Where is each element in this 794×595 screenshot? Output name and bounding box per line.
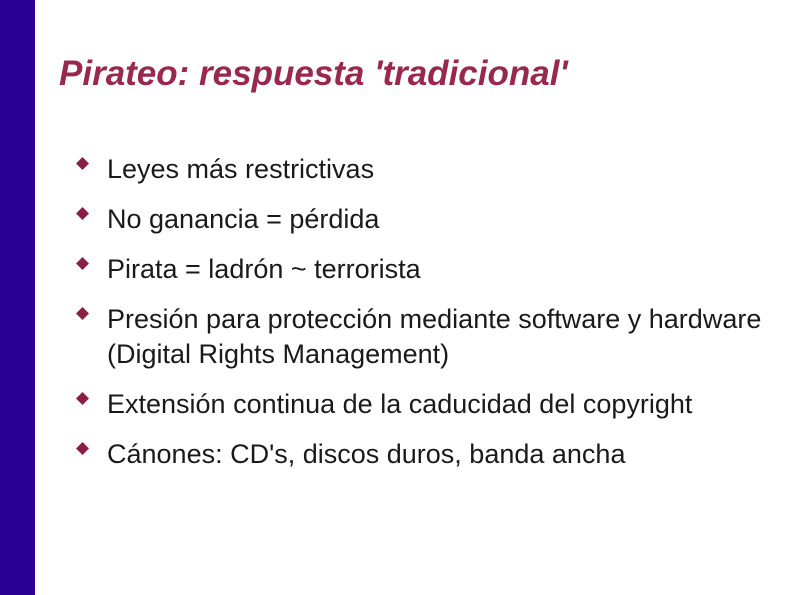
diamond-icon bbox=[76, 442, 89, 455]
bullet-text: Cánones: CD's, discos duros, banda ancha bbox=[107, 439, 626, 469]
side-bar bbox=[0, 0, 35, 595]
bullet-list bbox=[76, 152, 776, 487]
bullet-text: No ganancia = pérdida bbox=[107, 204, 380, 234]
bullet-item bbox=[76, 202, 776, 237]
bullet-item bbox=[76, 302, 776, 372]
slide-title: Pirateo: respuesta 'tradicional' bbox=[59, 54, 568, 93]
diamond-icon bbox=[76, 257, 89, 270]
diamond-icon bbox=[76, 207, 89, 220]
bullet-item bbox=[76, 387, 776, 422]
diamond-icon bbox=[76, 157, 89, 170]
bullet-item bbox=[76, 437, 776, 472]
diamond-icon bbox=[76, 392, 89, 405]
bullet-text: Extensión continua de la caducidad del copyright bbox=[107, 389, 693, 419]
diamond-icon bbox=[76, 307, 89, 320]
bullet-text: Leyes más restrictivas bbox=[107, 154, 375, 184]
bullet-item bbox=[76, 152, 776, 187]
bullet-text: Presión para protección mediante software y hardware (Digital Rights Management) bbox=[107, 304, 762, 369]
bullet-item bbox=[76, 252, 776, 287]
bullet-text: Pirata = ladrón ~ terrorista bbox=[107, 254, 421, 284]
